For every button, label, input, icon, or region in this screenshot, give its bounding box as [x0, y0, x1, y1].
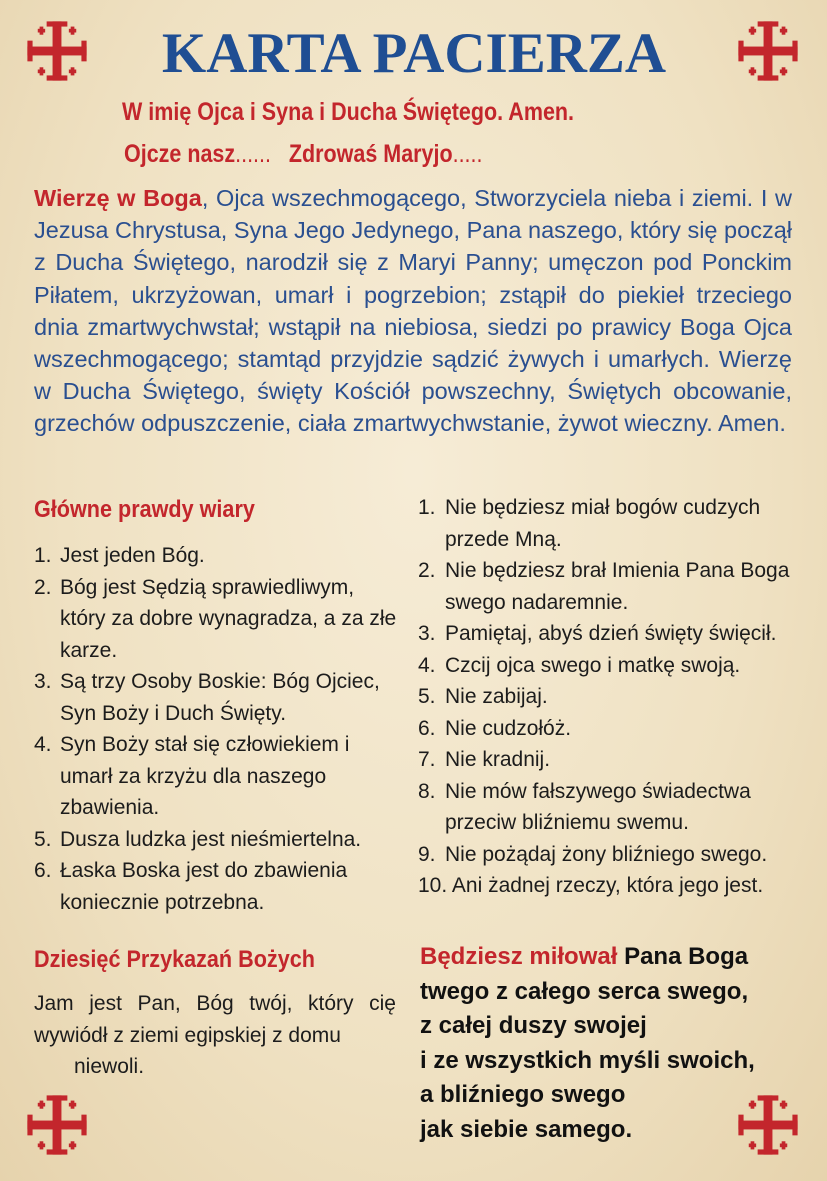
love-red: Będziesz miłował — [420, 943, 618, 970]
list-item-number: 10. — [418, 874, 448, 897]
list-item-text: Ani żadnej rzeczy, która jego jest. — [451, 874, 764, 897]
list-item-number: 4. — [34, 733, 52, 756]
list-item-text: Nie mów fałszywego świadectwa przeciw bliźniemu swemu. — [445, 779, 751, 834]
intro-last: niewoli. — [74, 1055, 145, 1078]
list-item — [34, 540, 400, 572]
intro-main: Jam jest Pan, Bóg twój, który cię wywiódł z ziemi egipskiej z domu — [34, 992, 396, 1047]
list-item-number: 6. — [418, 716, 436, 740]
list-item — [418, 555, 803, 618]
jerusalem-cross-icon — [20, 14, 94, 88]
list-item — [418, 744, 803, 776]
list-item-number: 9. — [418, 842, 436, 866]
our-father: Ojcze nasz — [124, 140, 236, 168]
truths-list — [34, 540, 400, 918]
list-item-number: 3. — [418, 622, 436, 645]
list-item-text: Nie będziesz miał bogów cudzych przede Mną. — [445, 496, 761, 551]
list-item — [34, 572, 400, 667]
commandments-list — [418, 492, 803, 902]
creed-lead: Wierzę w Boga — [34, 185, 202, 211]
list-item-number: 2. — [34, 575, 52, 599]
creed-text: , Ojca wszechmogącego, Stworzyciela nieba i ziemi. I w Jezusa Chrystusa, Syna Jego Jedynego, Pana naszego, który się począł z Ducha Świętego, narodził się z Maryi Panny; umęczon pod Ponckim Piłatem, ukrzyżowan, umarł i pogrzebion; zstąpił do piekieł trzeciego dnia zmartwychwstał; wstąpił na niebiosa, siedzi po prawicy Boga Ojca wszechmogącego; stamtąd przyjdzie sądzić żywych i umarłych. Wierzę w Ducha Świętego, święty Kościół powszechny, Świętych obcowanie, grzechów odpuszczenie, ciała zmartwychwstanie, żywot wieczny. Amen. — [34, 185, 792, 437]
list-item-text: Czcij ojca swego i matkę swoją. — [445, 653, 741, 677]
list-item-text: Łaska Boska jest do zbawienia koniecznie potrzebna. — [60, 859, 348, 914]
list-item — [418, 713, 803, 745]
list-item-text: Syn Boży stał się człowiekiem i umarł za krzyżu dla naszego zbawienia. — [60, 733, 350, 819]
list-item-text: Nie pożądaj żony bliźniego swego. — [445, 842, 768, 866]
list-item — [418, 870, 803, 902]
commandments-heading: Dziesięć Przykazań Bożych — [34, 946, 315, 973]
list-item-number: 1. — [418, 496, 436, 519]
page-title: KARTA PACIERZA — [161, 22, 667, 85]
list-item — [34, 729, 400, 824]
list-item-text: Nie będziesz brał Imienia Pana Boga swego nadaremnie. — [445, 559, 790, 614]
love-line1-rest: Pana Boga — [624, 943, 749, 970]
list-item — [418, 776, 803, 839]
love-line-6: jak siebie samego. — [420, 1115, 633, 1143]
list-item-text: Dusza ludzka jest nieśmiertelna. — [60, 827, 362, 851]
list-item-number: 3. — [34, 670, 52, 693]
list-item — [34, 855, 400, 918]
creed-paragraph — [34, 182, 792, 440]
list-item-text: Jest jeden Bóg. — [60, 544, 205, 567]
list-item — [418, 681, 803, 713]
love-commandment — [420, 940, 790, 1147]
love-line-4: i ze wszystkich myśli swoich, — [420, 1046, 755, 1074]
list-item-number: 1. — [34, 544, 52, 567]
list-item-text: Pamiętaj, abyś dzień święty święcił. — [445, 622, 777, 645]
list-item-text: Nie zabijaj. — [445, 685, 548, 708]
jerusalem-cross-icon — [731, 14, 805, 88]
list-item-number: 2. — [418, 559, 436, 582]
jerusalem-cross-icon — [20, 1088, 94, 1162]
our-father-dots: ...... — [235, 140, 271, 168]
love-line-5: a bliźniego swego — [420, 1081, 626, 1108]
list-item-number: 5. — [34, 827, 52, 851]
sign-of-cross: W imię Ojca i Syna i Ducha Świętego. Amen. — [122, 98, 575, 126]
list-item-number: 7. — [418, 748, 436, 771]
hail-mary: Zdrowaś Maryjo — [288, 140, 453, 168]
list-item-number: 8. — [418, 779, 436, 803]
list-item — [418, 618, 803, 650]
truths-heading: Główne prawdy wiary — [34, 496, 255, 523]
hail-mary-dots: ..... — [452, 140, 483, 168]
list-item-text: Bóg jest Sędzią sprawiedliwym, który za dobre wynagradza, a za złe karze. — [60, 575, 397, 662]
list-item — [418, 650, 803, 682]
love-line-2: twego z całego serca swego, — [420, 977, 749, 1005]
list-item — [418, 839, 803, 871]
list-item-number: 4. — [418, 653, 436, 677]
list-item — [34, 666, 400, 729]
list-item-text: Są trzy Osoby Boskie: Bóg Ojciec, Syn Boży i Duch Święty. — [60, 670, 380, 725]
list-item-text: Nie cudzołóż. — [445, 716, 572, 740]
love-line-3: z całej duszy swojej — [420, 1012, 647, 1039]
commandments-intro — [34, 988, 396, 1083]
list-item — [34, 824, 400, 856]
list-item-number: 6. — [34, 859, 52, 882]
prayers-line — [124, 138, 482, 170]
list-item-text: Nie kradnij. — [445, 748, 551, 771]
love-line-1 — [420, 940, 790, 975]
list-item-number: 5. — [418, 685, 436, 708]
list-item — [418, 492, 803, 555]
